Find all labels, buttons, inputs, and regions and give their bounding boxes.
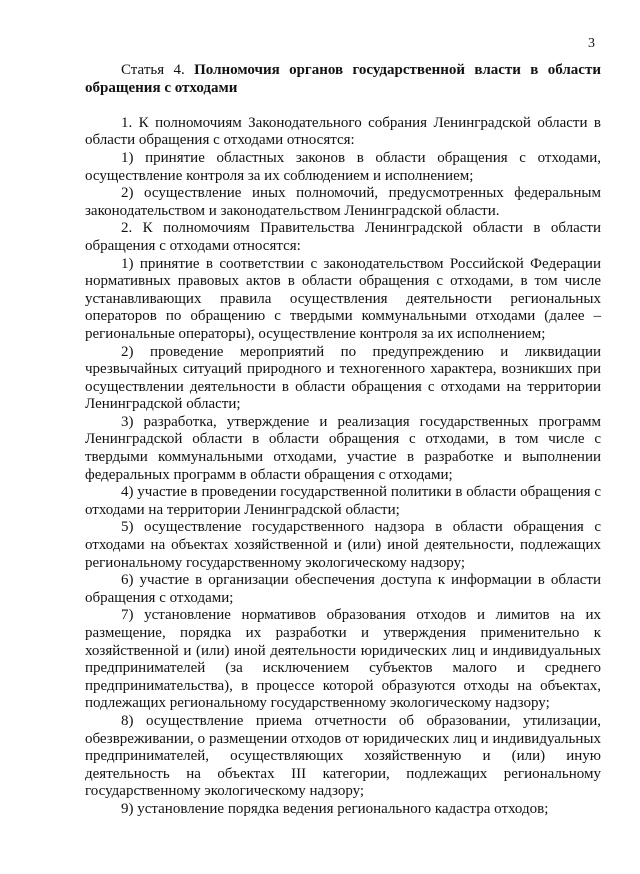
paragraph-part-2-item-5: 5) осуществление государственного надзора в области обращения с отходами на объектах хозяйственной и (или) иной деятельности, подлежащих региональному государственному экологическому надзору; bbox=[85, 519, 601, 571]
document-body bbox=[85, 62, 601, 819]
page-number: 3 bbox=[588, 36, 595, 51]
paragraph-part-1-item-1: 1) принятие областных законов в области обращения с отходами, осуществление контроля за их соблюдением и исполнением; bbox=[85, 149, 601, 184]
paragraph-part-2-item-7: 7) установление нормативов образования отходов и лимитов на их размещение, порядка их разработки и утверждения применительно к хозяйственной и (или) иной деятельности юридических лиц и индивидуальных предпринимателей (за исключением субъектов малого и среднего предпринимательства), в процессе которой образуются отходы на объектах, подлежащих региональному государственному экологическому надзору; bbox=[85, 607, 601, 712]
paragraph-part-2-item-3: 3) разработка, утверждение и реализация государственных программ Ленинградской области в области обращения с отходами, в том числе с твердыми коммунальными отходами, участие в разработке и выполнении федеральных программ в области обращения с отходами; bbox=[85, 413, 601, 483]
paragraph-part-2-item-2: 2) проведение мероприятий по предупреждению и ликвидации чрезвычайных ситуаций природного и техногенного характера, возникших при осуществлении деятельности в области обращения с отходами на территории Ленинградской области; bbox=[85, 343, 601, 413]
paragraph-part-2-item-8: 8) осуществление приема отчетности об образовании, утилизации, обезвреживании, о размещении отходов от юридических лиц и индивидуальных предпринимателей, осуществляющих хозяйственную и (или) иную деятельность на объектах III категории, подлежащих региональному государственному экологическому надзору; bbox=[85, 712, 601, 800]
paragraph-part-1-item-2: 2) осуществление иных полномочий, предусмотренных федеральным законодательством и законодательством Ленинградской области. bbox=[85, 185, 601, 219]
paragraph-part-2-item-9: 9) установление порядка ведения регионального кадастра отходов; bbox=[121, 800, 549, 817]
paragraph-part-1: 1. К полномочиям Законодательного собрания Ленинградской области в области обращения с отходами относятся: bbox=[85, 114, 601, 149]
paragraph-part-2-item-4: 4) участие в проведении государственной политики в области обращения с отходами на территории Ленинградской области; bbox=[85, 484, 601, 518]
paragraph-part-2-item-1: 1) принятие в соответствии с законодательством Российской Федерации нормативных правовых актов в области обращения с отходами, в том числе устанавливающих правила осуществления деятельности региональных операторов по обращению с твердыми коммунальными отходами (далее – региональные операторы), осуществление контроля за их исполнением; bbox=[85, 255, 601, 342]
paragraph-part-2-item-6: 6) участие в организации обеспечения доступа к информации в области обращения с отходами; bbox=[85, 572, 601, 606]
paragraph-part-2: 2. К полномочиям Правительства Ленинградской области в области обращения с отходами относятся: bbox=[85, 220, 601, 254]
article-heading bbox=[85, 62, 601, 97]
article-title: Полномочия органов государственной власти в области обращения с отходами bbox=[85, 62, 601, 96]
article-number: Статья 4. bbox=[121, 62, 195, 78]
